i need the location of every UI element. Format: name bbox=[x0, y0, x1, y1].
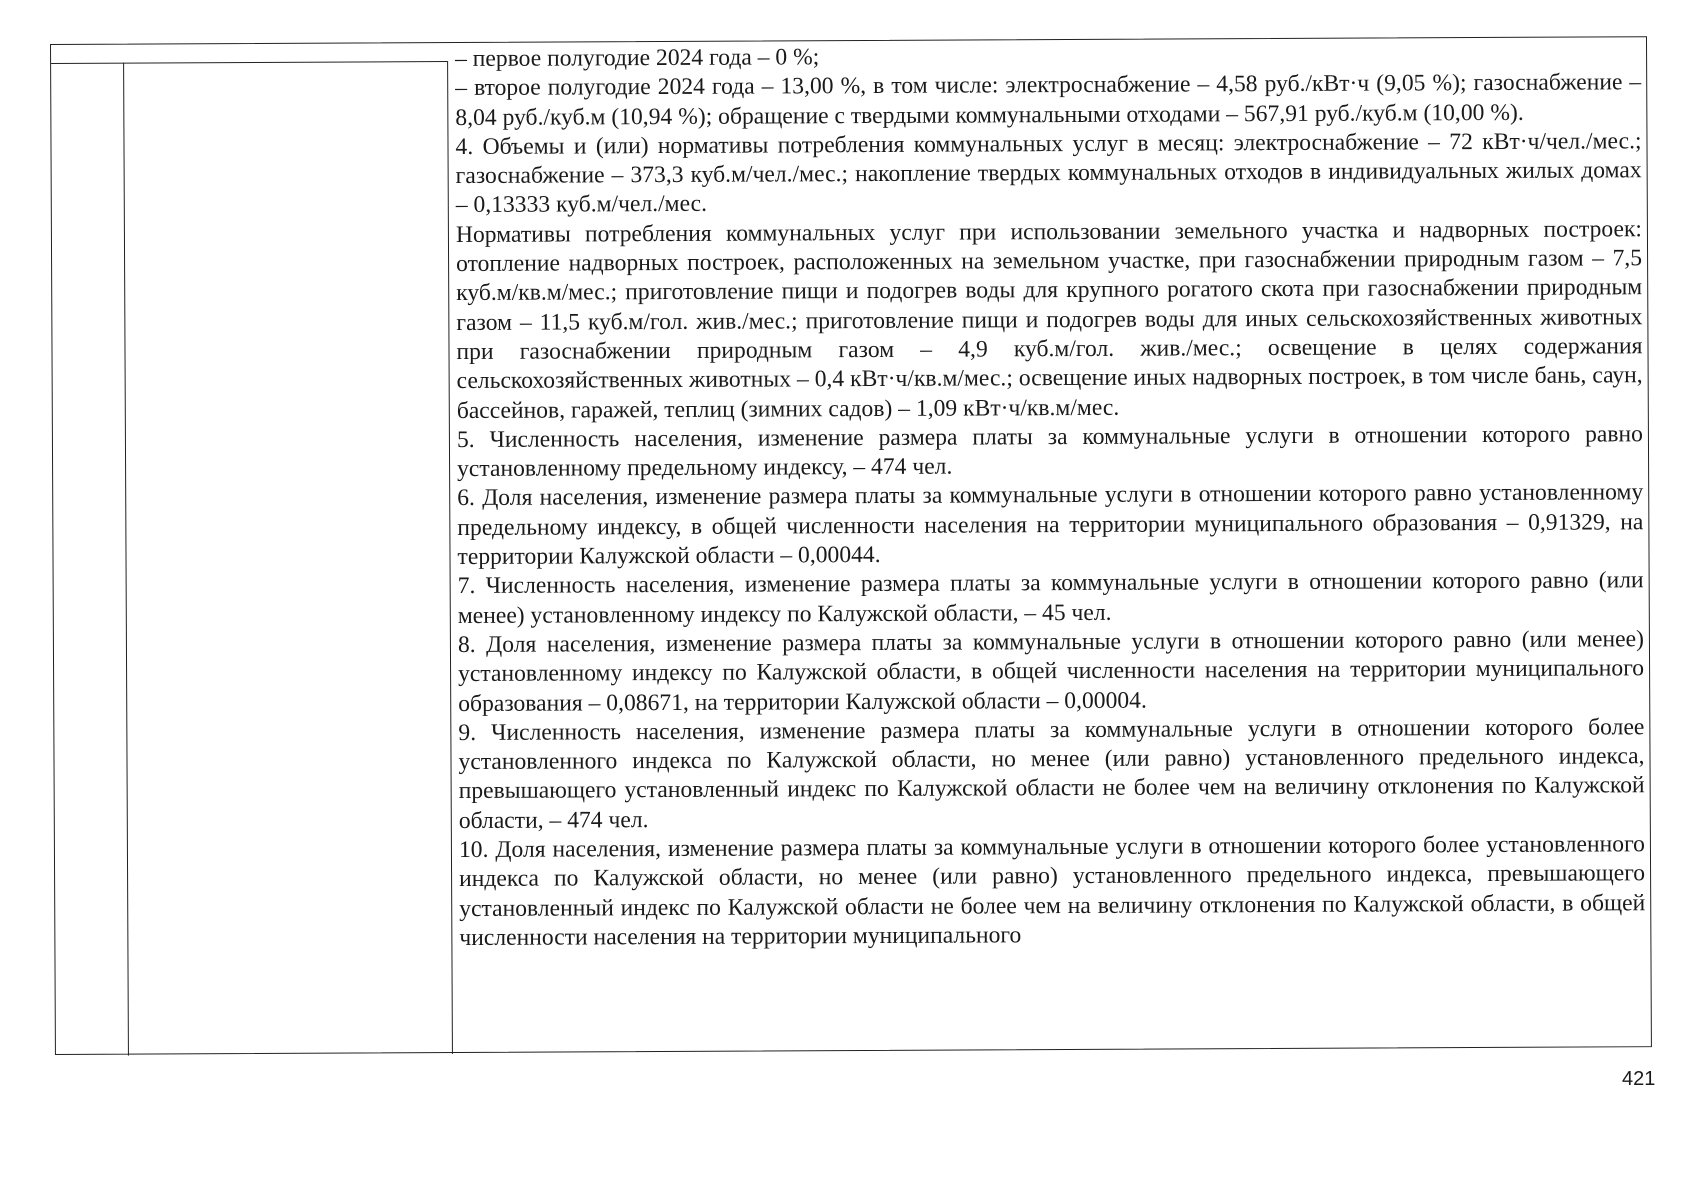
paragraph-item-7: 7. Численность населения, изменение размера платы за коммунальные услуги в отношении которого равно (или менее) установленному индексу по Калужской области, – 45 чел. bbox=[457, 567, 1644, 629]
paragraph-land-norms: Нормативы потребления коммунальных услуг при использовании земельного участка и надворных построек: отопление надворных построек, расположенных на земельном участке, при газоснабжении природным газом – 7,5 куб.м/кв.м/мес.; приготовление пищи и подогрев воды для крупного рогатого скота при газоснабжении природным газом – 11,5 куб.м/гол. жив./мес.; приготовление пищи и подогрев воды для иных сельскохозяйственных животных при газоснабжении природным газом – 4,9 куб.м/гол. жив./мес.; освещение в целях содержания сельскохозяйственных животных – 0,4 кВт·ч/кв.м/мес.; освещение иных надворных построек, в том числе бань, саун, бассейнов, гаражей, теплиц (зимних садов) – 1,09 кВт·ч/кв.м/мес. bbox=[455, 216, 1643, 424]
paragraph-first-half-2024: – первое полугодие 2024 года – 0 %; bbox=[455, 44, 820, 73]
paragraph-item-10: 10. Доля населения, изменение размера платы за коммунальные услуги в отношении которого более установленного индекса по Калужской области, но менее (или равно) установленного предельного индекса, превышающего установленный индекс по Калужской области не более чем на величину отклонения по Калужской области, в общей численности населения на территории муниципального bbox=[458, 831, 1646, 951]
paragraph-item-8: 8. Доля населения, изменение размера платы за коммунальные услуги в отношении которого равно (или менее) установленному индексу по Калужской области, в общей численности населения на территории муниципального образования – 0,08671, на территории Калужской области – 0,00004. bbox=[457, 626, 1645, 717]
document-table bbox=[50, 36, 1652, 1055]
page-number: 421 bbox=[1622, 1068, 1656, 1090]
content-cell bbox=[455, 39, 1645, 953]
column-divider-2 bbox=[447, 61, 453, 1054]
paragraph-item-4: 4. Объемы и (или) нормативы потребления коммунальных услуг в месяц: электроснабжение – 72 кВт·ч/чел./мес.; газоснабжение – 373,3 куб.м/чел./мес.; накопление твердых коммунальных отходов в индивидуальных жилых домах – 0,13333 куб.м/чел./мес. bbox=[455, 128, 1642, 219]
paragraph-second-half-2024: – второе полугодие 2024 года – 13,00 %, в том числе: электроснабжение – 4,58 руб./кВт·ч (9,05 %); газоснабжение – 8,04 руб./куб.м (10,94 %); обращение с твердыми коммунальными отходами – 567,91 руб./куб.м (10,00 %). bbox=[455, 69, 1642, 131]
paragraph-item-5: 5. Численность населения, изменение размера платы за коммунальные услуги в отношении которого равно установленному предельному индексу, – 474 чел. bbox=[456, 421, 1643, 483]
table-top-border-left bbox=[51, 61, 447, 64]
paragraph-item-6: 6. Доля населения, изменение размера платы за коммунальные услуги в отношении которого равно установленному предельному индексу, в общей численности населения на территории муниципального образования – 0,91329, на территории Калужской области – 0,00044. bbox=[457, 479, 1644, 571]
paragraph-item-9: 9. Численность населения, изменение размера платы за коммунальные услуги в отношении которого более установленного индекса по Калужской области, но менее (или равно) установленного предельного индекса, превышающего установленный индекс по Калужской области не более чем на величину отклонения по Калужской области, – 474 чел. bbox=[458, 714, 1645, 834]
column-divider-1 bbox=[123, 63, 129, 1056]
